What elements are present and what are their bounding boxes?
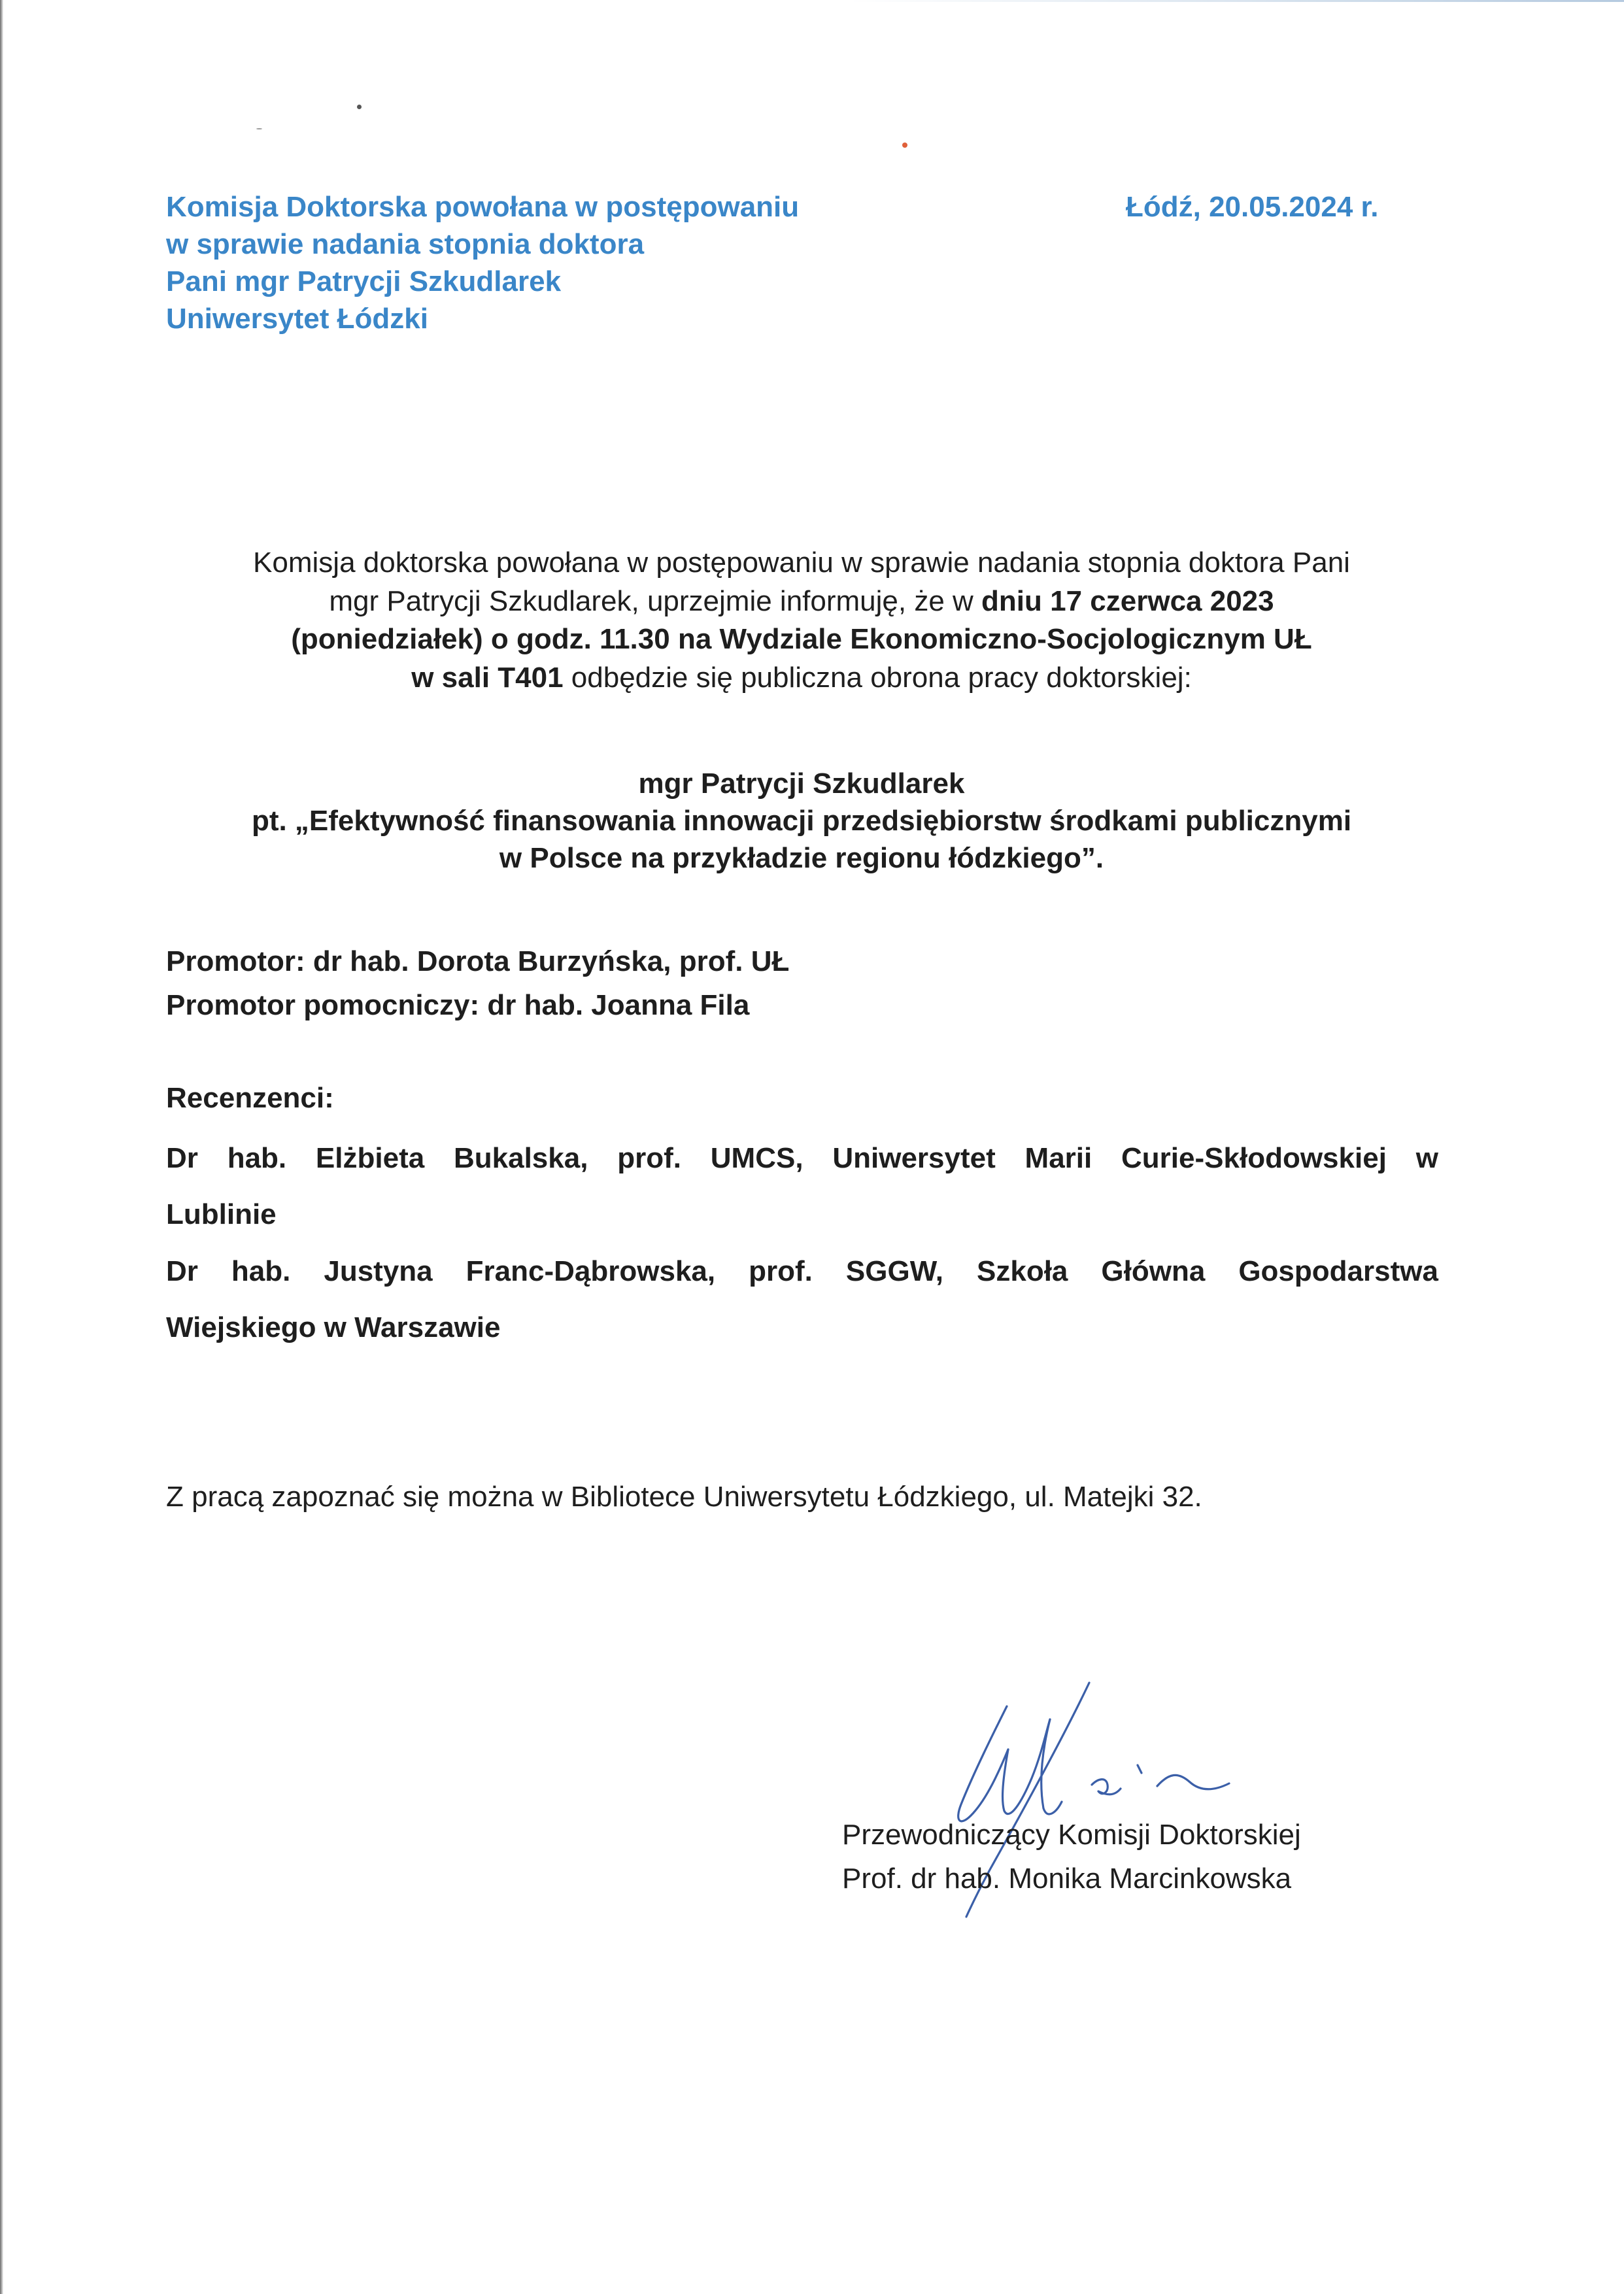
reviewer-word: Bukalska,: [453, 1142, 588, 1174]
reviewer-line: [166, 1243, 1438, 1300]
defense-room: w sali T401: [411, 661, 564, 694]
candidate-name: mgr Patrycji Szkudlarek: [638, 767, 965, 800]
reviewer-line: [166, 1130, 1438, 1187]
reviewer-word: Marii: [1024, 1142, 1092, 1174]
reviewer-word: Dr: [166, 1255, 198, 1287]
scan-edge: [0, 0, 3, 2294]
scan-speck: [357, 105, 362, 109]
signatory-name: Prof. dr hab. Monika Marcinkowska: [842, 1863, 1292, 1895]
scan-speck: [256, 128, 262, 129]
reviewers-heading: Recenzenci:: [166, 1082, 334, 1114]
reviewer-word: Główna: [1101, 1255, 1206, 1287]
intro-line: [148, 659, 1455, 698]
thesis-title-line: pt. „Efektywność finansowania innowacji przedsiębiorstw środkami publicznymi: [251, 805, 1352, 837]
thesis-title-line: w Polsce na przykładzie regionu łódzkiego”.: [499, 842, 1104, 874]
scan-edge-top: [850, 0, 1624, 2]
intro-paragraph: [148, 544, 1455, 697]
committee-line: Komisja Doktorska powołana w postępowaniu: [166, 191, 800, 223]
library-note: Z pracą zapoznać się można w Bibliotece Uniwersytetu Łódzkiego, ul. Matejki 32.: [166, 1481, 1202, 1513]
defense-time-place: (poniedziałek) o godz. 11.30 na Wydziale Ekonomiczno-Socjologicznym UŁ: [291, 623, 1312, 655]
signatory-role: Przewodniczący Komisji Doktorskiej: [842, 1819, 1301, 1851]
intro-text: odbędzie się publiczna obrona pracy doktorskiej:: [563, 661, 1192, 694]
reviewer-word: Justyna: [324, 1255, 433, 1287]
defense-date: dniu 17 czerwca 2023: [981, 584, 1274, 617]
intro-line: [148, 582, 1455, 621]
reviewer-word: prof.: [617, 1142, 681, 1174]
reviewer-word: SGGW,: [845, 1255, 944, 1287]
reviewer-word: UMCS,: [710, 1142, 804, 1174]
reviewer-line: Wiejskiego w Warszawie: [166, 1311, 501, 1343]
signature-block: [842, 1813, 1301, 1900]
reviewer-word: hab.: [227, 1142, 287, 1174]
thesis-block: [148, 765, 1455, 877]
promotors: [166, 939, 789, 1027]
committee-line: Pani mgr Patrycji Szkudlarek: [166, 265, 562, 297]
reviewer-line: Lublinie: [166, 1198, 277, 1230]
reviewer-word: Szkoła: [977, 1255, 1068, 1287]
committee-line: Uniwersytet Łódzki: [166, 303, 428, 335]
reviewer-word: Uniwersytet: [832, 1142, 996, 1174]
reviewer-word: Dr: [166, 1142, 198, 1174]
reviewer-word: w: [1415, 1142, 1438, 1174]
reviewer-word: Curie-Skłodowskiej: [1121, 1142, 1387, 1174]
reviewer-word: prof.: [749, 1255, 813, 1287]
committee-address: [166, 188, 951, 337]
intro-line: Komisja doktorska powołana w postępowaniu w sprawie nadania stopnia doktora Pani: [253, 547, 1350, 579]
reviewer-entry: [166, 1130, 1438, 1243]
place-date: Łódź, 20.05.2024 r.: [1126, 191, 1379, 223]
intro-text: mgr Patrycji Szkudlarek, uprzejmie informuję, że w: [329, 584, 982, 617]
reviewer-entry: [166, 1243, 1438, 1356]
reviewer-word: Gospodarstwa: [1238, 1255, 1438, 1287]
reviewer-word: Elżbieta: [315, 1142, 425, 1174]
assistant-promotor: Promotor pomocniczy: dr hab. Joanna Fila: [166, 989, 750, 1021]
promotor: Promotor: dr hab. Dorota Burzyńska, prof. UŁ: [166, 945, 790, 977]
scan-speck: [902, 143, 907, 148]
reviewer-word: hab.: [231, 1255, 291, 1287]
committee-line: w sprawie nadania stopnia doktora: [166, 228, 645, 260]
reviewer-word: Franc-Dąbrowska,: [465, 1255, 716, 1287]
